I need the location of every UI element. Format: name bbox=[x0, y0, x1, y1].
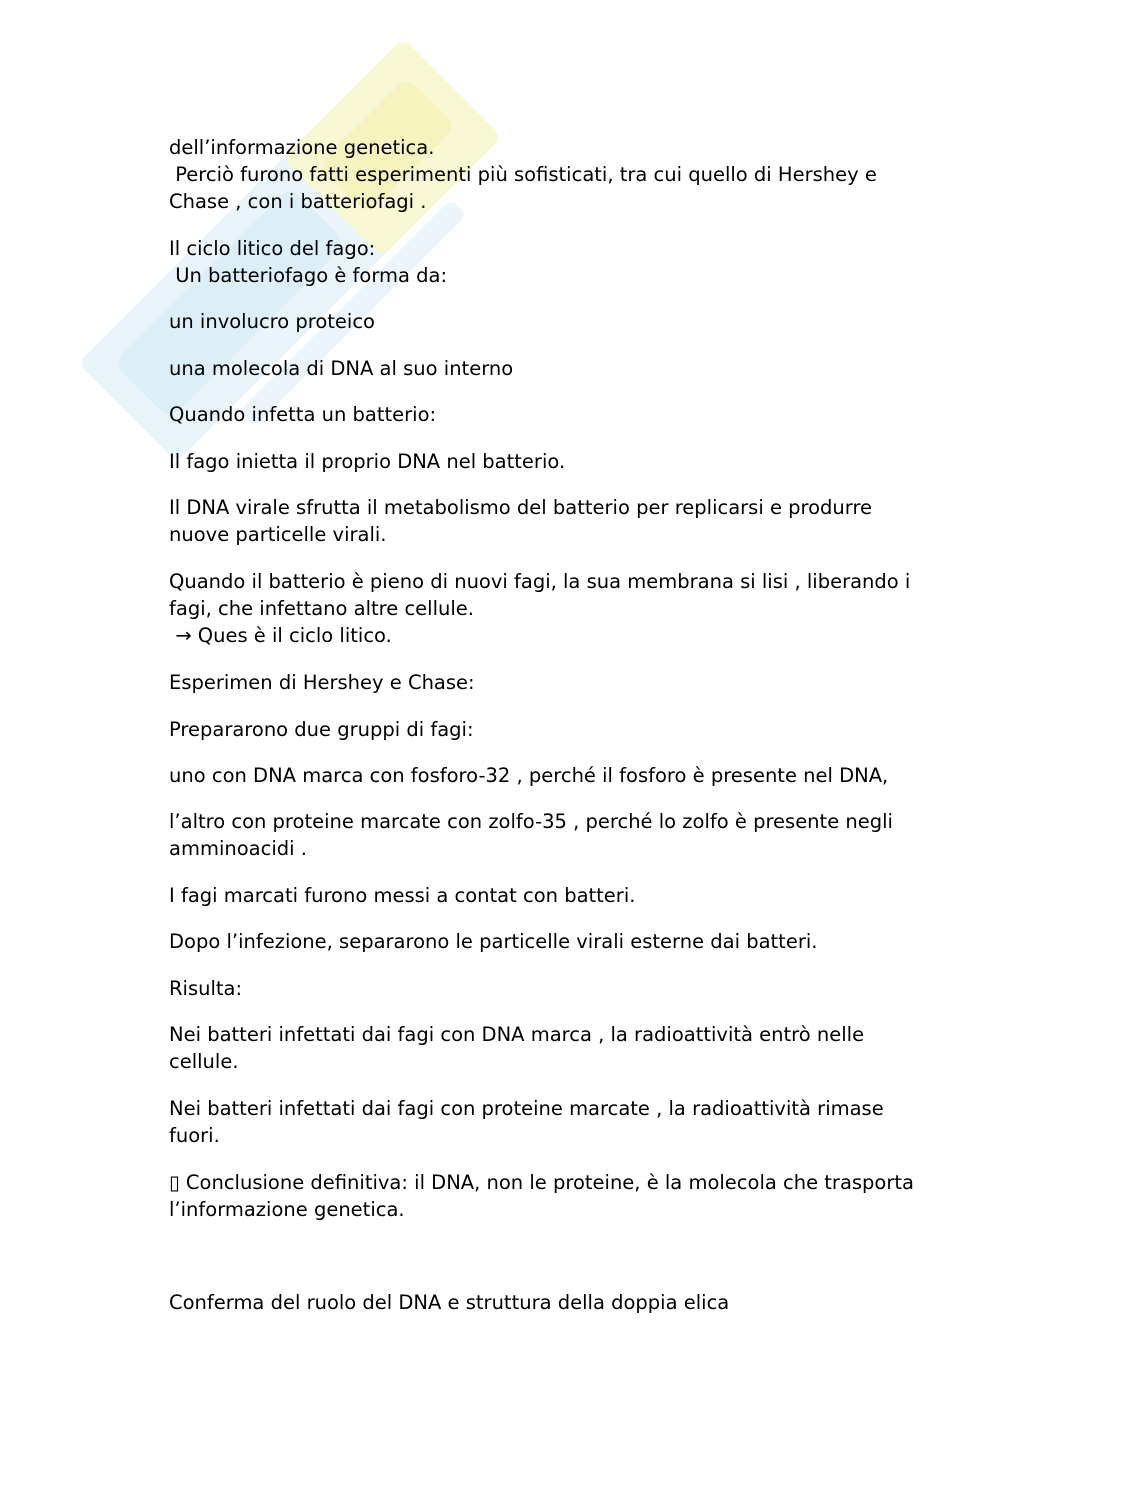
paragraph bbox=[169, 355, 513, 382]
paragraph bbox=[169, 401, 436, 428]
paragraph bbox=[169, 568, 910, 649]
text-line: fagi, che infettano altre cellule. bbox=[169, 597, 474, 620]
text-line: una molecola di DNA al suo interno bbox=[169, 357, 514, 380]
paragraph bbox=[169, 448, 565, 475]
text-line: cellule. bbox=[169, 1050, 239, 1073]
text-line: Nei batteri infettati dai fagi con proteine marcate , la radioattività rimase bbox=[169, 1097, 884, 1120]
text-line: → Ques è il ciclo litico. bbox=[169, 624, 392, 647]
text-line: Risulta: bbox=[169, 977, 243, 1000]
paragraph bbox=[169, 1169, 914, 1223]
paragraph bbox=[169, 308, 375, 335]
text-line: Perciò furono fatti esperimenti più sofisticati, tra cui quello di Hershey e bbox=[169, 163, 877, 186]
text-line: Il fago inietta il proprio DNA nel batterio. bbox=[169, 450, 566, 473]
text-line: un involucro proteico bbox=[169, 310, 375, 333]
text-line: nuove particelle virali. bbox=[169, 523, 387, 546]
paragraph bbox=[169, 134, 877, 215]
paragraph bbox=[169, 669, 475, 696]
paragraph bbox=[169, 494, 872, 548]
paragraph bbox=[169, 1095, 884, 1149]
text-line: Prepararono due gruppi di fagi: bbox=[169, 718, 474, 741]
text-line: uno con DNA marca con fosforo-32 , perché il fosforo è presente nel DNA, bbox=[169, 764, 889, 787]
text-line: Dopo l’infezione, separarono le particelle virali esterne dai batteri. bbox=[169, 930, 818, 953]
paragraph bbox=[169, 762, 888, 789]
text-line: fuori. bbox=[169, 1124, 220, 1147]
text-line: l’altro con proteine marcate con zolfo-35 , perché lo zolfo è presente negli bbox=[169, 810, 893, 833]
text-line: Un batteriofago è forma da: bbox=[169, 264, 448, 287]
paragraph bbox=[169, 928, 817, 955]
paragraph bbox=[169, 1289, 729, 1316]
paragraph bbox=[169, 716, 474, 743]
text-line: l’informazione genetica. bbox=[169, 1198, 405, 1221]
paragraph bbox=[169, 808, 893, 862]
paragraph bbox=[169, 975, 242, 1002]
text-line: Il DNA virale sfrutta il metabolismo del batterio per replicarsi e produrre bbox=[169, 496, 873, 519]
text-line: Esperimen di Hershey e Chase: bbox=[169, 671, 475, 694]
paragraph bbox=[169, 235, 447, 289]
paragraph bbox=[169, 1021, 864, 1075]
text-line: Quando infetta un batterio: bbox=[169, 403, 437, 426]
text-line: Il ciclo litico del fago: bbox=[169, 237, 376, 260]
text-line: Chase , con i batteriofagi . bbox=[169, 190, 427, 213]
text-line: I fagi marcati furono messi a contat con batteri. bbox=[169, 884, 636, 907]
text-line: amminoacidi . bbox=[169, 837, 307, 860]
text-line: Quando il batterio è pieno di nuovi fagi, la sua membrana si lisi , liberando i bbox=[169, 570, 911, 593]
text-line: ▯ Conclusione definitiva: il DNA, non le proteine, è la molecola che trasporta bbox=[169, 1171, 914, 1194]
paragraph bbox=[169, 882, 635, 909]
text-line: Conferma del ruolo del DNA e struttura della doppia elica bbox=[169, 1291, 730, 1314]
text-line: dell’informazione genetica. bbox=[169, 136, 435, 159]
text-line: Nei batteri infettati dai fagi con DNA marca , la radioattività entrò nelle bbox=[169, 1023, 865, 1046]
